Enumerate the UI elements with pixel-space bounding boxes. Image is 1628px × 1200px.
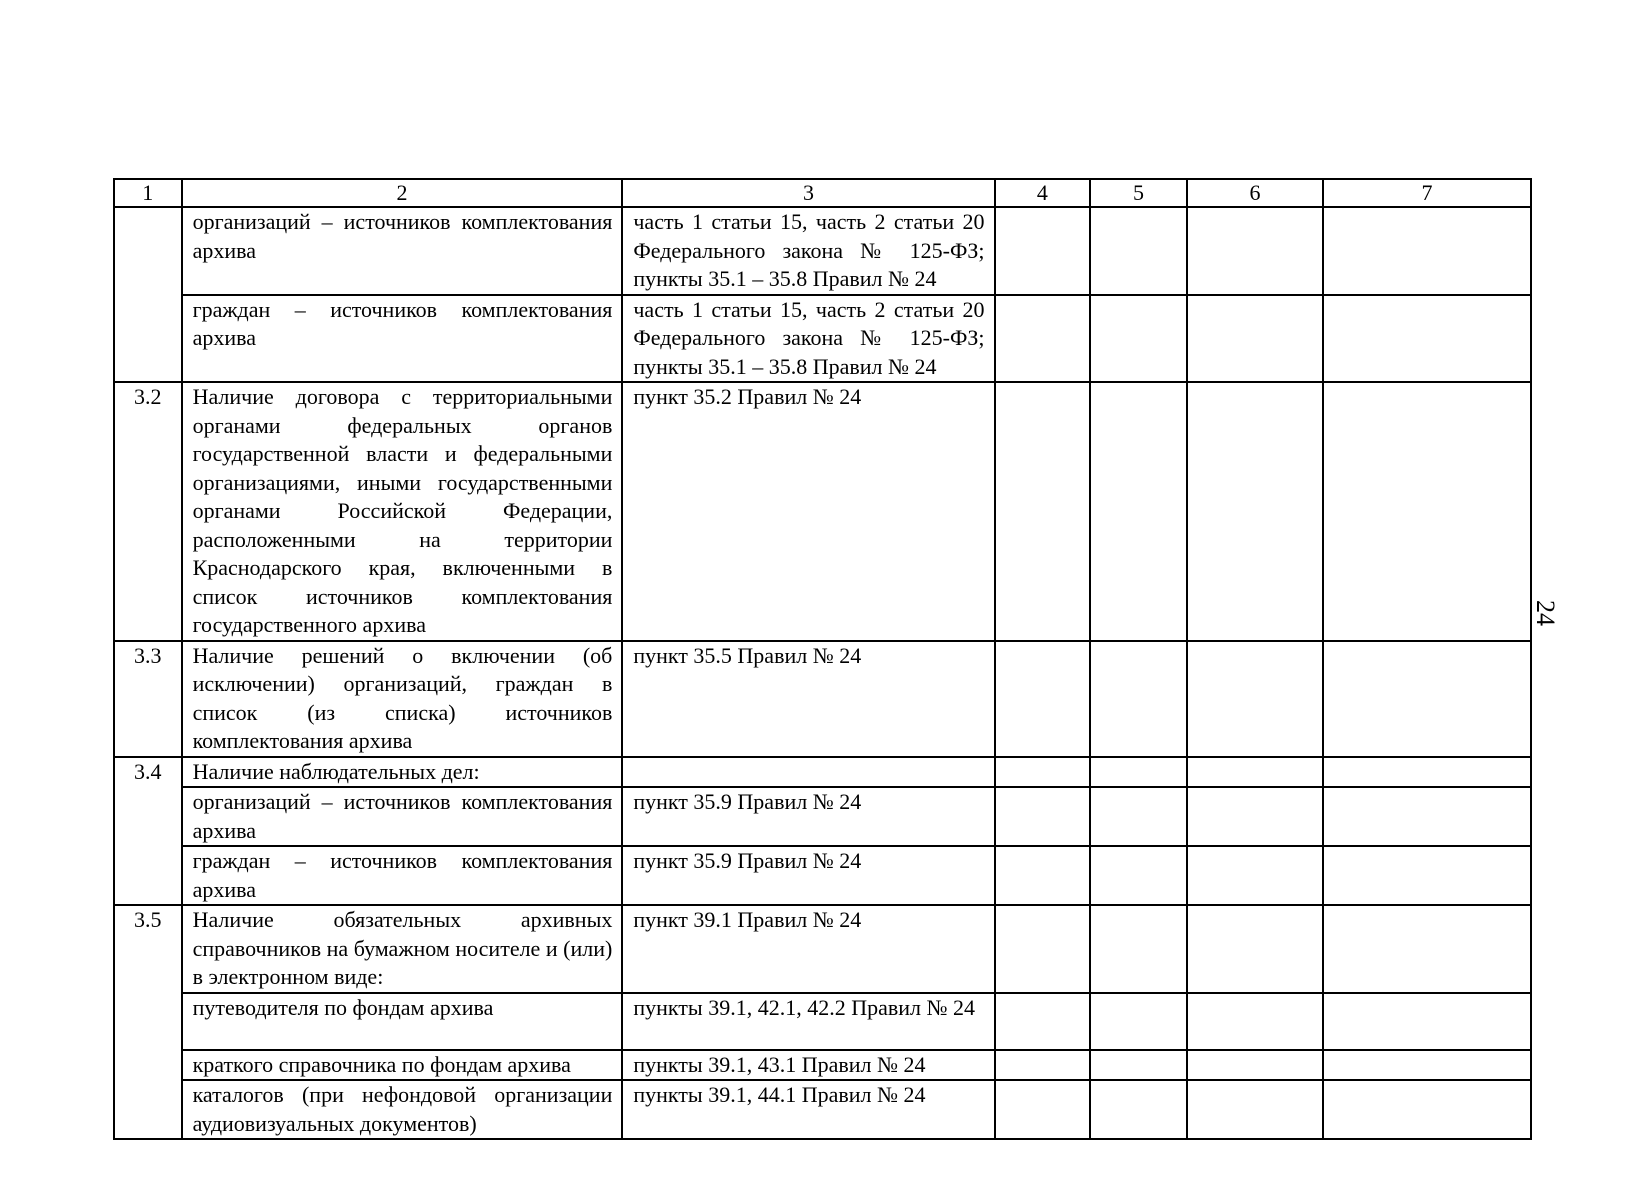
- requirement-text: организаций – источников комплектования архива: [182, 787, 623, 846]
- legal-reference: пункты 39.1, 44.1 Правил № 24: [622, 1080, 994, 1139]
- legal-reference: пункт 35.9 Правил № 24: [622, 787, 994, 846]
- header-row: [114, 179, 1531, 207]
- legal-reference: часть 1 статьи 15, часть 2 статьи 20 Федерального закона № 125-ФЗ; пункты 35.1 – 35.8 Правил № 24: [622, 295, 994, 383]
- empty-cell: [1090, 846, 1187, 905]
- empty-cell: [1090, 382, 1187, 641]
- table-row: [114, 905, 1531, 993]
- row-number: 3.4: [114, 757, 182, 906]
- requirement-text: Наличие договора с территориальными органами федеральных органов государственной власти и федеральными организациями, иными государственными органами Российской Федерации, расположенными на территории Краснодарского края, включенными в список источников комплектования государственного архива: [182, 382, 623, 641]
- empty-cell: [995, 641, 1091, 757]
- row-number: 3.2: [114, 382, 182, 641]
- empty-cell: [1323, 382, 1531, 641]
- table-row: [114, 1080, 1531, 1139]
- empty-cell: [1323, 757, 1531, 788]
- empty-cell: [1187, 641, 1323, 757]
- requirement-text: граждан – источников комплектования архива: [182, 295, 623, 383]
- empty-cell: [1090, 1050, 1187, 1081]
- table-row: [114, 207, 1531, 295]
- empty-cell: [1187, 846, 1323, 905]
- page-number: 24: [1531, 600, 1560, 626]
- empty-cell: [1187, 787, 1323, 846]
- empty-cell: [995, 787, 1091, 846]
- column-header: 3: [622, 179, 994, 207]
- requirement-text: Наличие обязательных архивных справочников на бумажном носителе и (или) в электронном виде:: [182, 905, 623, 993]
- table-row: [114, 757, 1531, 788]
- empty-cell: [995, 757, 1091, 788]
- legal-reference: пункт 35.2 Правил № 24: [622, 382, 994, 641]
- legal-reference: пункт 35.5 Правил № 24: [622, 641, 994, 757]
- legal-reference: [622, 757, 994, 788]
- column-header: 2: [182, 179, 623, 207]
- empty-cell: [1323, 295, 1531, 383]
- requirement-text: краткого справочника по фондам архива: [182, 1050, 623, 1081]
- row-number: 3.3: [114, 641, 182, 757]
- empty-cell: [1090, 905, 1187, 993]
- row-number: [114, 207, 182, 382]
- requirements-table: [113, 178, 1532, 1140]
- empty-cell: [1090, 993, 1187, 1050]
- empty-cell: [995, 295, 1091, 383]
- empty-cell: [1323, 1050, 1531, 1081]
- empty-cell: [1090, 207, 1187, 295]
- table-row: [114, 846, 1531, 905]
- empty-cell: [995, 993, 1091, 1050]
- legal-reference: пункты 39.1, 42.1, 42.2 Правил № 24: [622, 993, 994, 1050]
- empty-cell: [1323, 207, 1531, 295]
- empty-cell: [1187, 207, 1323, 295]
- requirement-text: Наличие наблюдательных дел:: [182, 757, 623, 788]
- table-row: [114, 1050, 1531, 1081]
- table-row: [114, 295, 1531, 383]
- empty-cell: [995, 1080, 1091, 1139]
- empty-cell: [995, 846, 1091, 905]
- legal-reference: пункт 35.9 Правил № 24: [622, 846, 994, 905]
- column-header: 6: [1187, 179, 1323, 207]
- empty-cell: [1323, 905, 1531, 993]
- empty-cell: [1323, 641, 1531, 757]
- table-row: [114, 382, 1531, 641]
- column-header: 5: [1090, 179, 1187, 207]
- legal-reference: пункты 39.1, 43.1 Правил № 24: [622, 1050, 994, 1081]
- empty-cell: [1323, 993, 1531, 1050]
- empty-cell: [1323, 787, 1531, 846]
- empty-cell: [1187, 1050, 1323, 1081]
- empty-cell: [1187, 905, 1323, 993]
- column-header: 1: [114, 179, 182, 207]
- empty-cell: [1323, 1080, 1531, 1139]
- empty-cell: [1187, 757, 1323, 788]
- requirement-text: путеводителя по фондам архива: [182, 993, 623, 1050]
- requirement-text: Наличие решений о включении (об исключении) организаций, граждан в список (из списка) источников комплектования архива: [182, 641, 623, 757]
- empty-cell: [995, 905, 1091, 993]
- row-number: 3.5: [114, 905, 182, 1139]
- empty-cell: [995, 1050, 1091, 1081]
- empty-cell: [1090, 1080, 1187, 1139]
- empty-cell: [1187, 382, 1323, 641]
- empty-cell: [995, 207, 1091, 295]
- requirement-text: каталогов (при нефондовой организации аудиовизуальных документов): [182, 1080, 623, 1139]
- legal-reference: пункт 39.1 Правил № 24: [622, 905, 994, 993]
- empty-cell: [1090, 295, 1187, 383]
- empty-cell: [1090, 787, 1187, 846]
- empty-cell: [1090, 757, 1187, 788]
- requirement-text: граждан – источников комплектования архива: [182, 846, 623, 905]
- empty-cell: [1187, 993, 1323, 1050]
- empty-cell: [1187, 295, 1323, 383]
- table-row: [114, 641, 1531, 757]
- requirement-text: организаций – источников комплектования архива: [182, 207, 623, 295]
- empty-cell: [1090, 641, 1187, 757]
- column-header: 7: [1323, 179, 1531, 207]
- empty-cell: [1323, 846, 1531, 905]
- table-row: [114, 993, 1531, 1050]
- table-row: [114, 787, 1531, 846]
- column-header: 4: [995, 179, 1091, 207]
- legal-reference: часть 1 статьи 15, часть 2 статьи 20 Федерального закона № 125-ФЗ; пункты 35.1 – 35.8 Правил № 24: [622, 207, 994, 295]
- empty-cell: [995, 382, 1091, 641]
- empty-cell: [1187, 1080, 1323, 1139]
